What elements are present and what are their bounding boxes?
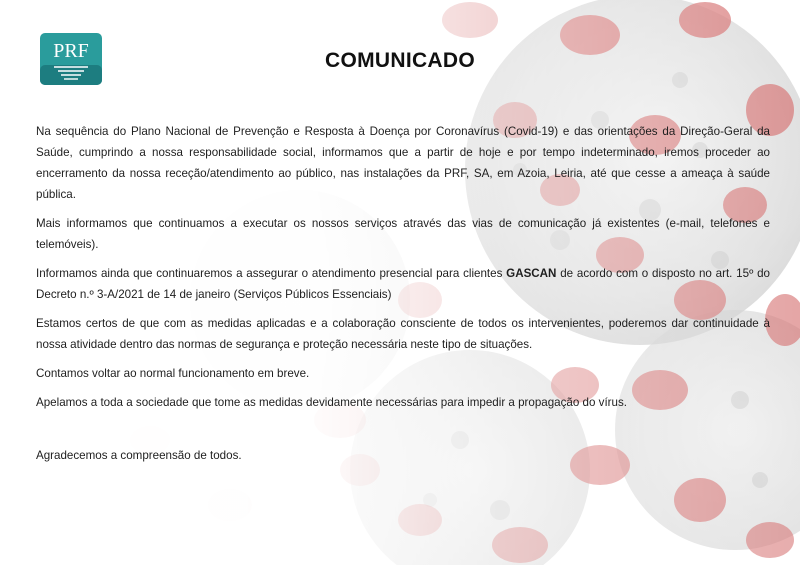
paragraph-gascan-service <box>36 263 770 305</box>
page-title-text: COMUNICADO <box>325 49 475 72</box>
logo-text: PRF <box>53 40 89 62</box>
paragraph-communication-channels: Mais informamos que continuamos a executar os nossos serviços através das vias de comunicação já existentes (e-mail, telefones e telemóveis). <box>36 217 770 251</box>
paragraph-thanks: Agradecemos a compreensão de todos. <box>36 449 242 462</box>
paragraph-gascan-text-after: de acordo com o disposto no art. 15º do Decreto n.º 3-A/2021 de 14 de janeiro (Serviços Públicos Essenciais) <box>36 267 770 301</box>
paragraph-gascan-text-before: Informamos ainda que continuaremos a assegurar o atendimento presencial para clientes <box>36 267 507 280</box>
paragraph-return-normal: Contamos voltar ao normal funcionamento em breve. <box>36 367 310 380</box>
paragraph-covid-closure: Na sequência do Plano Nacional de Prevenção e Resposta à Doença por Coronavírus (Covid-19) e das orientações da Direção-Geral da Saúde, cumprindo a nossa responsabilidade social, informamos que a partir de hoje e por tempo indeterminado, iremos proceder ao encerramento da nossa receção/atendimento ao público, nas instalações da PRF, SA, em Azoia, Leiria, até que cesse a ameaça à saúde pública. <box>36 125 770 201</box>
gascan-highlight: GASCAN <box>506 267 557 280</box>
paragraph-safety-measures: Estamos certos de que com as medidas aplicadas e a colaboração consciente de todos os intervenientes, poderemos dar continuidade à nossa atividade dentro das normas de segurança e proteção necessária neste tipo de situações. <box>36 317 770 351</box>
paragraph-spacer <box>36 421 770 445</box>
paragraph-appeal: Apelamos a toda a sociedade que tome as medidas devidamente necessárias para impedir a propagação do vírus. <box>36 396 627 409</box>
page-title <box>0 49 800 73</box>
announcement-body <box>36 121 770 474</box>
